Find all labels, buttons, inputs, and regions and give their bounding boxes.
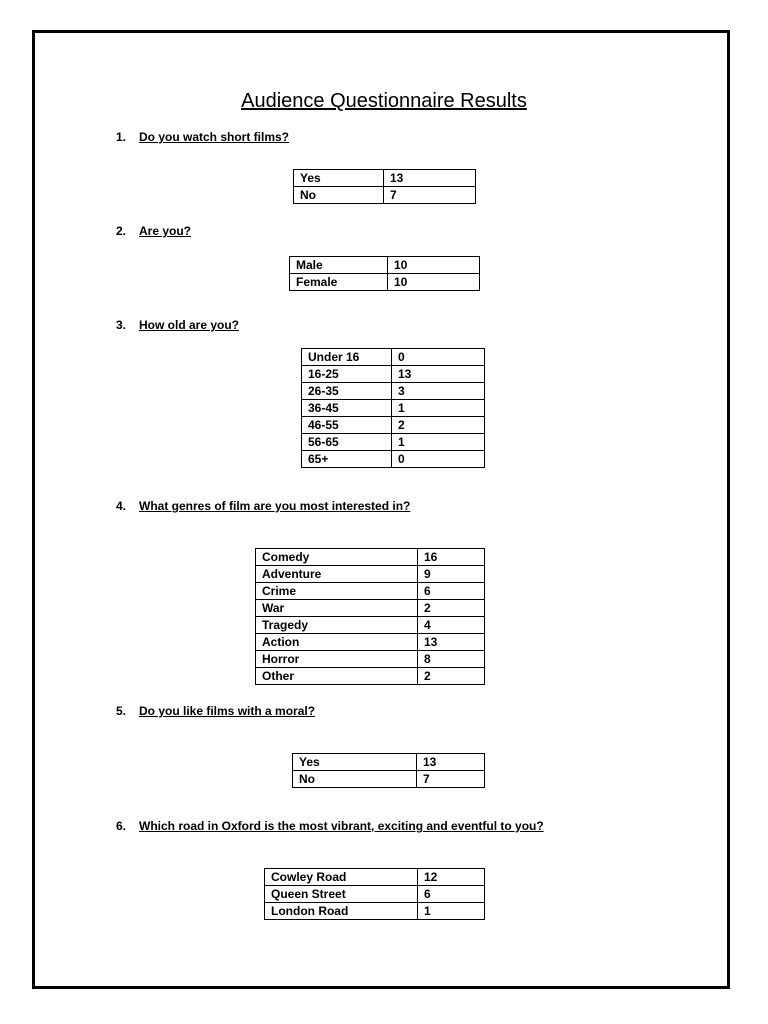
- question-text: Are you?: [139, 224, 192, 238]
- table-row: [256, 566, 485, 583]
- table-row: [302, 383, 485, 400]
- answer-count: 2: [418, 668, 485, 685]
- question-3: [116, 318, 239, 332]
- results-table-1: [293, 169, 476, 204]
- answer-label: No: [293, 771, 417, 788]
- table-row: [294, 170, 476, 187]
- answer-count: 3: [392, 383, 485, 400]
- answer-count: 6: [418, 886, 485, 903]
- answer-label: No: [294, 187, 384, 204]
- answer-label: London Road: [265, 903, 418, 920]
- answer-label: Other: [256, 668, 418, 685]
- question-number: 6.: [116, 819, 127, 833]
- answer-label: Male: [290, 257, 388, 274]
- question-2: [116, 224, 191, 238]
- answer-label: Yes: [293, 754, 417, 771]
- answer-label: Under 16: [302, 349, 392, 366]
- answer-count: 9: [418, 566, 485, 583]
- answer-count: 1: [418, 903, 485, 920]
- question-number: 3.: [116, 318, 127, 332]
- results-table-4: [255, 548, 485, 685]
- table-row: [302, 349, 485, 366]
- answer-count: 1: [392, 434, 485, 451]
- table-row: [293, 771, 485, 788]
- answer-label: Action: [256, 634, 418, 651]
- question-6: [116, 819, 544, 833]
- table-row: [302, 400, 485, 417]
- answer-label: Queen Street: [265, 886, 418, 903]
- answer-count: 13: [384, 170, 476, 187]
- table-row: [293, 754, 485, 771]
- answer-count: 0: [392, 451, 485, 468]
- answer-count: 7: [384, 187, 476, 204]
- answer-count: 8: [418, 651, 485, 668]
- question-text: Do you watch short films?: [139, 130, 290, 144]
- answer-count: 1: [392, 400, 485, 417]
- answer-count: 2: [392, 417, 485, 434]
- question-number: 2.: [116, 224, 127, 238]
- answer-count: 16: [418, 549, 485, 566]
- answer-count: 7: [417, 771, 485, 788]
- answer-label: 65+: [302, 451, 392, 468]
- table-row: [265, 886, 485, 903]
- question-text: What genres of film are you most interested in?: [139, 499, 411, 513]
- answer-count: 4: [418, 617, 485, 634]
- answer-count: 13: [418, 634, 485, 651]
- answer-count: 0: [392, 349, 485, 366]
- question-5: [116, 704, 315, 718]
- question-number: 4.: [116, 499, 127, 513]
- question-text: Which road in Oxford is the most vibrant, exciting and eventful to you?: [139, 819, 544, 833]
- table-row: [256, 651, 485, 668]
- answer-label: 56-65: [302, 434, 392, 451]
- answer-count: 6: [418, 583, 485, 600]
- answer-label: Horror: [256, 651, 418, 668]
- answer-label: Tragedy: [256, 617, 418, 634]
- answer-label: Cowley Road: [265, 869, 418, 886]
- results-table-3: [301, 348, 485, 468]
- question-number: 5.: [116, 704, 127, 718]
- answer-label: 16-25: [302, 366, 392, 383]
- question-1: [116, 130, 289, 144]
- table-row: [256, 617, 485, 634]
- question-number: 1.: [116, 130, 127, 144]
- answer-count: 12: [418, 869, 485, 886]
- answer-count: 10: [388, 274, 480, 291]
- table-row: [302, 366, 485, 383]
- table-row: [256, 634, 485, 651]
- answer-count: 2: [418, 600, 485, 617]
- answer-label: Female: [290, 274, 388, 291]
- answer-label: 26-35: [302, 383, 392, 400]
- answer-count: 10: [388, 257, 480, 274]
- answer-count: 13: [392, 366, 485, 383]
- table-row: [265, 903, 485, 920]
- question-4: [116, 499, 410, 513]
- table-row: [256, 583, 485, 600]
- table-row: [294, 187, 476, 204]
- question-text: Do you like films with a moral?: [139, 704, 316, 718]
- answer-label: 36-45: [302, 400, 392, 417]
- results-table-5: [292, 753, 485, 788]
- answer-label: Adventure: [256, 566, 418, 583]
- results-table-6: [264, 868, 485, 920]
- question-text: How old are you?: [139, 318, 240, 332]
- answer-label: 46-55: [302, 417, 392, 434]
- page-title: Audience Questionnaire Results: [241, 90, 527, 112]
- table-row: [290, 257, 480, 274]
- table-row: [302, 451, 485, 468]
- table-row: [256, 549, 485, 566]
- answer-count: 13: [417, 754, 485, 771]
- table-row: [302, 434, 485, 451]
- results-table-2: [289, 256, 480, 291]
- table-row: [256, 668, 485, 685]
- table-row: [290, 274, 480, 291]
- table-row: [256, 600, 485, 617]
- table-row: [265, 869, 485, 886]
- answer-label: Comedy: [256, 549, 418, 566]
- table-row: [302, 417, 485, 434]
- answer-label: Crime: [256, 583, 418, 600]
- answer-label: Yes: [294, 170, 384, 187]
- answer-label: War: [256, 600, 418, 617]
